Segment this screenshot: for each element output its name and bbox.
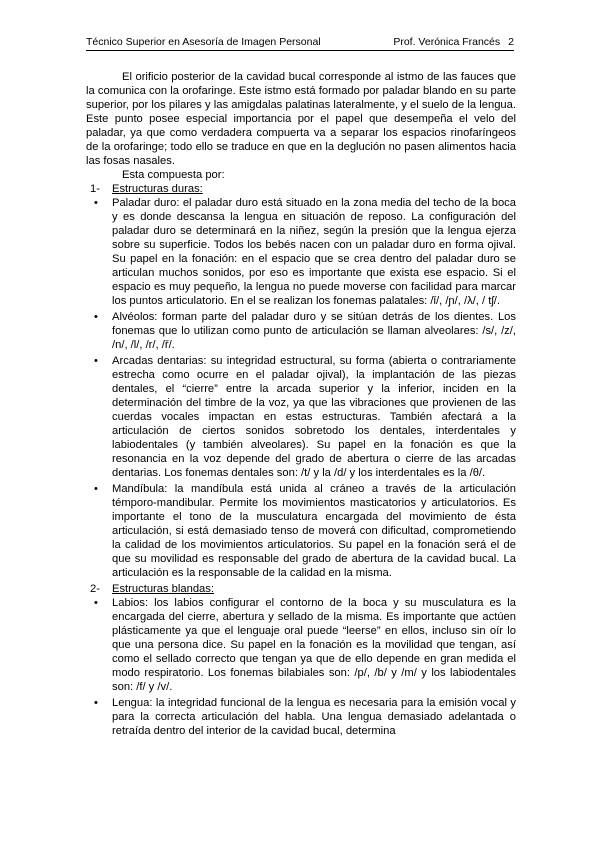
- header-course-title: Técnico Superior en Asesoría de Imagen Personal: [86, 36, 321, 48]
- section-heading: [86, 182, 516, 196]
- list-item-text: Lengua: la integridad funcional de la lengua es necesaria para la emisión vocal y para la correcta articulación del habla. Una lengua demasiado adelantada o retraída dentro del interior de la cavidad bucal, determina: [112, 697, 516, 737]
- bullet-list: [86, 596, 516, 738]
- list-item-text: Paladar duro: el paladar duro está situado en la zona media del techo de la boca y es donde descansa la lengua en situación de reposo. La configuración del paladar duro se determinará en la niñez, según la presión que la lengua ejerza sobre su superficie. Todos los bebés nacen con un paladar duro en forma ojival. Su papel en la fonación: en el espacio que se crea dentro del paladar duro se articulan muchos sonidos, por eso es importante que exista ese espacio. Si el espacio es muy pequeño, la lengua no puede moverse con facilidad para marcar los puntos articulatorio. En el se realizan los fonemas palatales: /ǐ/, /ɲ/, /λ/, / tʃ/.: [112, 197, 516, 307]
- composed-line: Esta compuesta por:: [122, 169, 225, 181]
- section-title: Estructuras duras:: [112, 183, 203, 195]
- bullet-icon: •: [94, 197, 98, 209]
- header-author-name: Prof. Verónica Francés: [393, 36, 501, 48]
- intro-paragraph: El orificio posterior de la cavidad bucal corresponde al istmo de las fauces que la comunica con la orofaringe. Este istmo está formado por paladar blando en su parte superior, por los pilares y las amigdalas palatinas lateralmente, y el suelo de la lengua. Este punto posee especial importancia por el papel que desempeña el velo del paladar, ya que como verdadera compuerta va a separar los espacios rinofaríngeos de la orofaringe; todo ello se traduce en que en la deglución no pasen alimentos hacia las fosas nasales.: [86, 71, 516, 167]
- section-number: 2-: [90, 583, 100, 595]
- page-header: [86, 36, 514, 51]
- header-author: [393, 36, 514, 48]
- page-body: [86, 70, 516, 740]
- section-heading: [86, 582, 516, 596]
- list-item: [86, 196, 516, 308]
- list-item-text: Mandíbula: la mandíbula está unida al cráneo a través de la articulación témporo-mandibular. Permite los movimientos masticatorios y articulatorios. Es importante el tono de la musculatura encargada del movimiento de ésta articulación, si está demasiado tenso de moverá con dificultad, comprometiendo la calidad de los movimientos articulatorios. Su papel en la fonación será el de que su movilidad es responsable del grado de abertura de la cavidad bucal. La articulación es la responsable de la calidad en la misma.: [112, 483, 516, 579]
- list-item: [86, 354, 516, 480]
- list-item: [86, 596, 516, 694]
- bullet-list: [86, 196, 516, 580]
- section-hard-structures: [86, 182, 516, 580]
- list-item: [86, 482, 516, 580]
- list-item-text: Arcadas dentarias: su integridad estructural, su forma (abierta o contrariamente estrecha como ocurre en el paladar ojival), la implantación de las piezas dentales, el “cierre” entre la arcada superior y la inferior, inciden en la determinación del timbre de la voz, ya que las vibraciones que provienen de las cuerdas vocales impactan en estas estructuras. También afectará a la articulación de ciertos sonidos sobretodo los dentales, interdentales y labiodentales (y también alveolares). Su papel en la fonación es que la resonancia en la voz depende del grado de abertura o cierre de las arcadas dentarias. Los fonemas dentales son: /t/ y la /d/ y los interdentales es la /θ/.: [112, 355, 516, 479]
- bullet-icon: •: [94, 311, 98, 323]
- section-title: Estructuras blandas:: [112, 583, 214, 595]
- page-number: 2: [508, 36, 514, 48]
- list-item-text: Labios: los labios configurar el contorno de la boca y su musculatura es la encargada del cierre, abertura y sellado de la misma. Es importante que actúen plásticamente ya que el lenguaje oral puede “leerse” en ellos, incluso sin oír lo que una persona dice. Su papel en la fonación es la movilidad que tengan, así como el sellado correcto que tengan ya que de ello depende en gran medida el modo respiratorio. Los fonemas bilabiales son: /p/, /b/ y /m/ y los labiodentales son: /f/ y /v/.: [112, 597, 516, 693]
- list-item-text: Alvéolos: forman parte del paladar duro y se sitúan detrás de los dientes. Los fonemas que lo utilizan como punto de articulación se llaman alveolares: /s/, /z/, /n/, /l/, /r/, /ř/.: [112, 311, 516, 351]
- bullet-icon: •: [94, 355, 98, 367]
- list-item: [86, 696, 516, 738]
- list-item: [86, 310, 516, 352]
- bullet-icon: •: [94, 597, 98, 609]
- section-number: 1-: [90, 183, 100, 195]
- section-soft-structures: [86, 582, 516, 738]
- bullet-icon: •: [94, 697, 98, 709]
- bullet-icon: •: [94, 483, 98, 495]
